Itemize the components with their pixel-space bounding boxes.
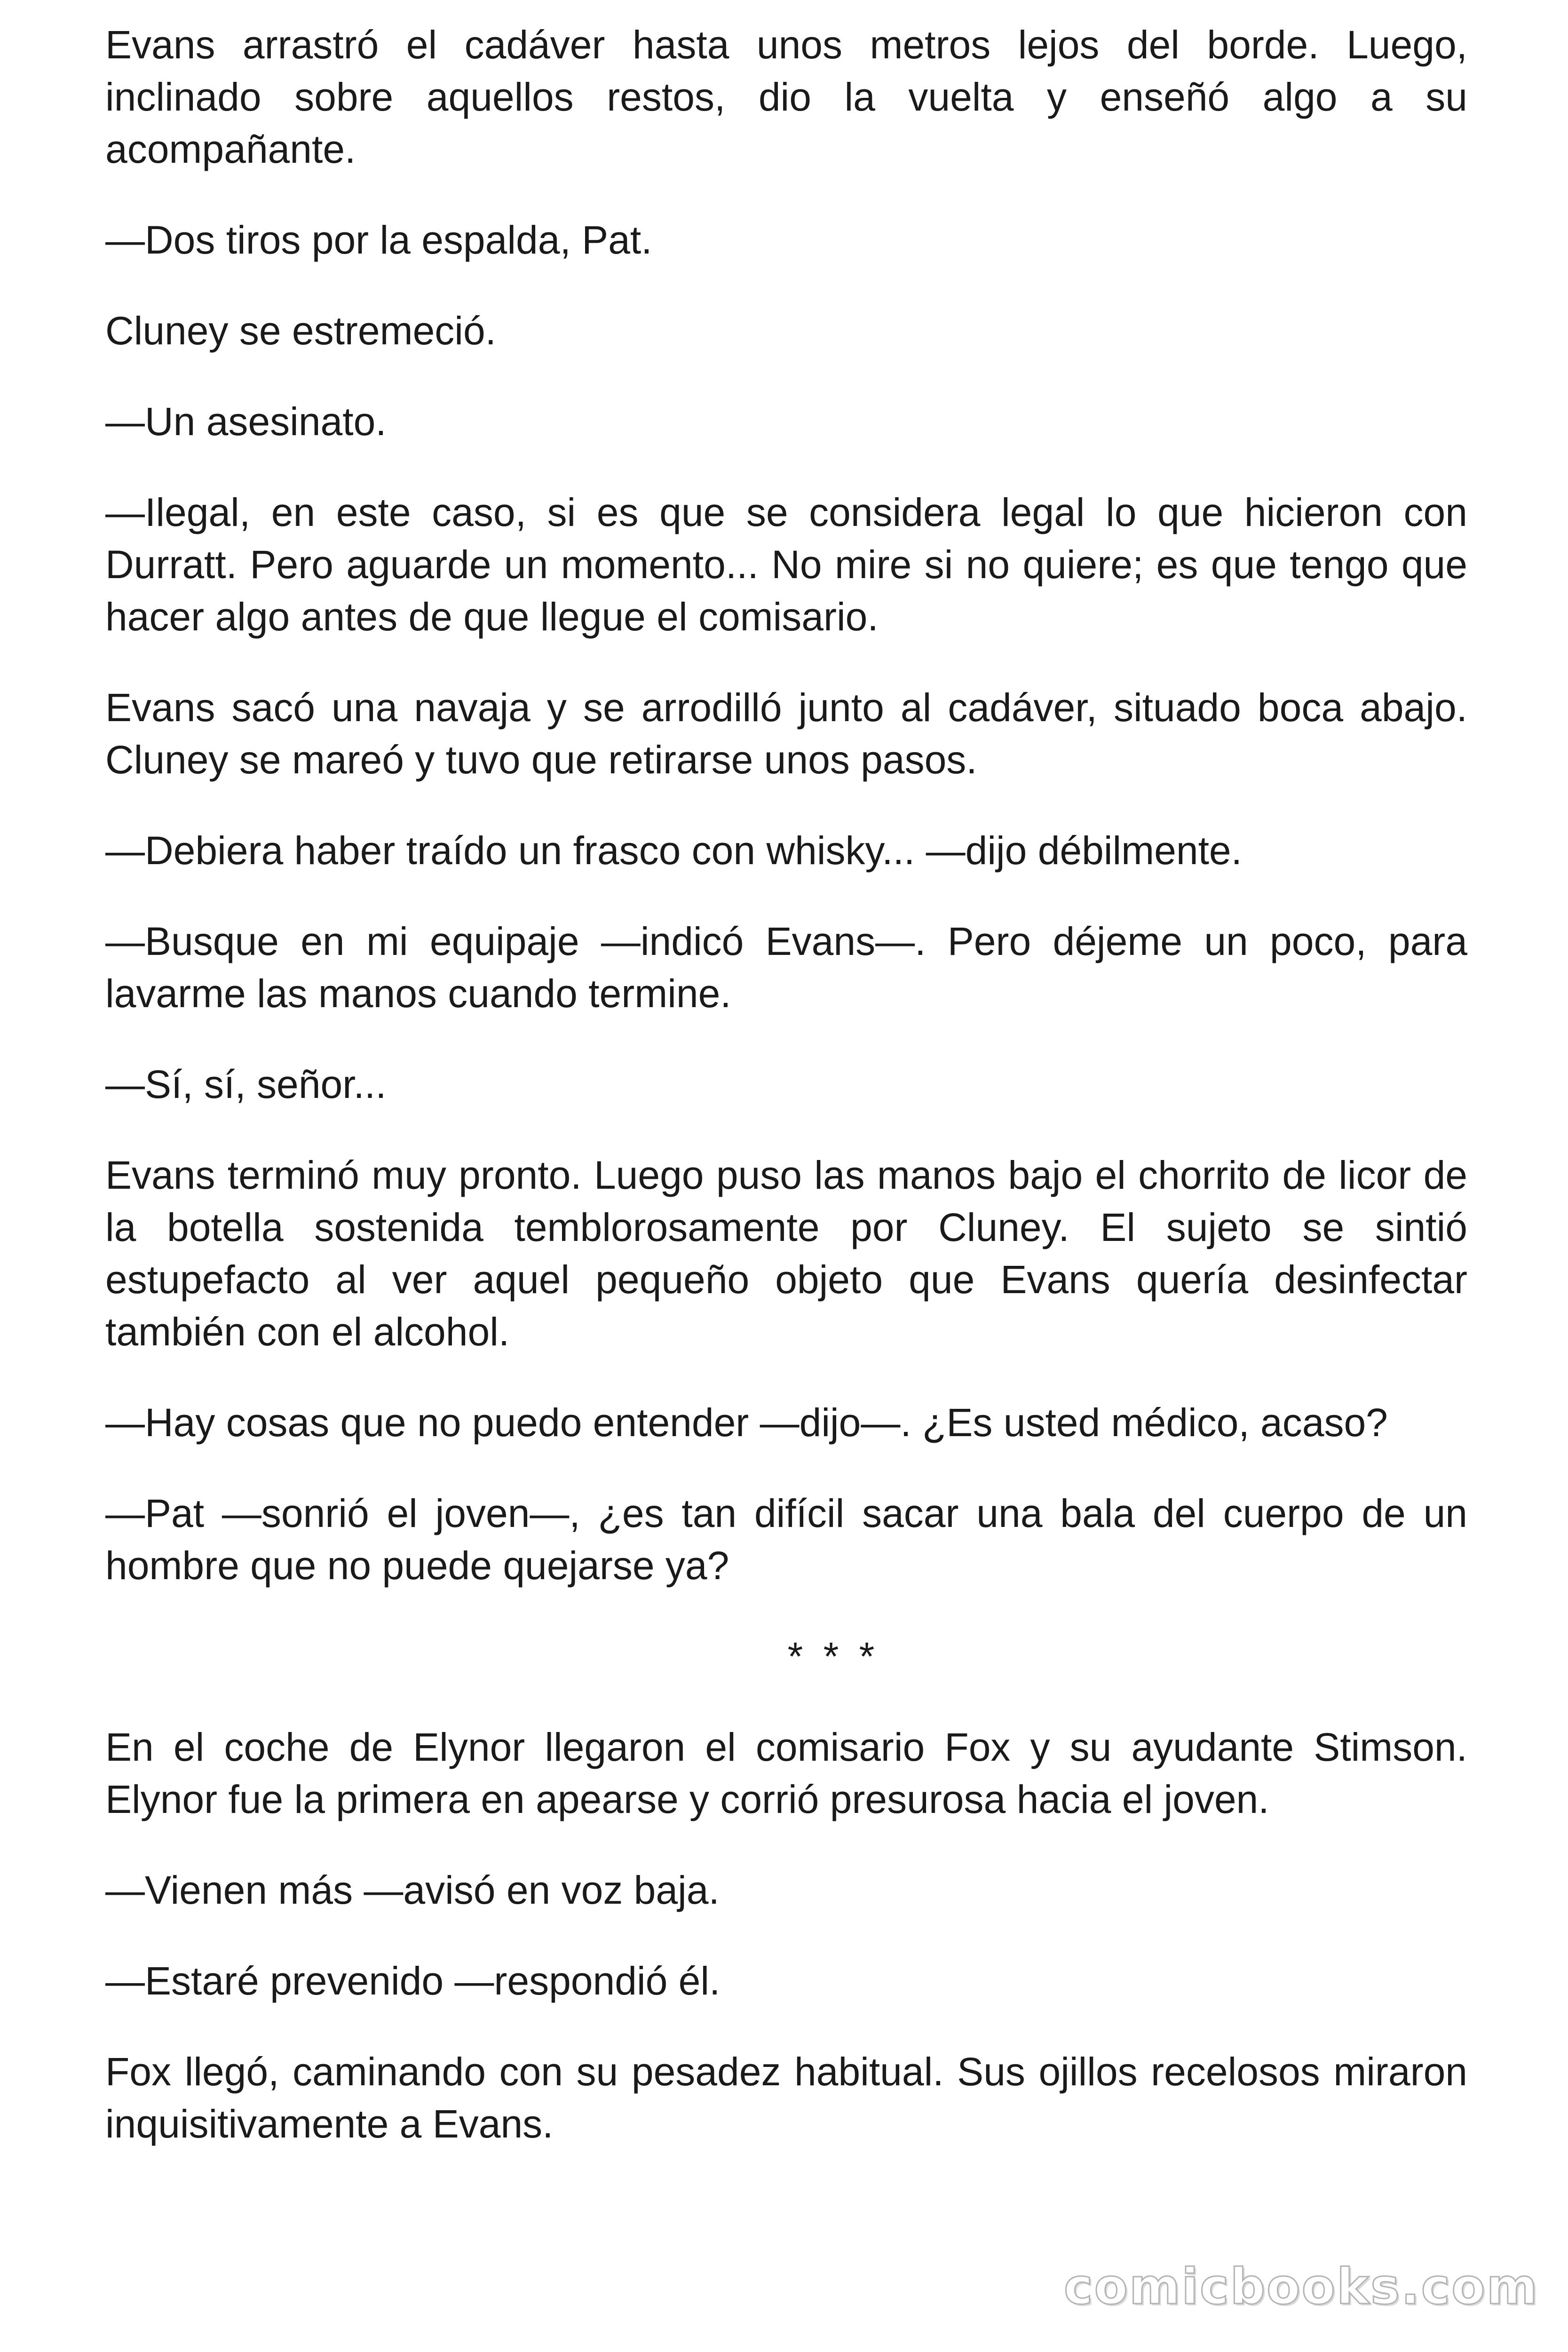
paragraph: —Pat —sonrió el joven—, ¿es tan difícil sacar una bala del cuerpo de un hombre que no puede quejarse ya? — [105, 1491, 1467, 1588]
paragraph: —Estaré prevenido —respondió él. — [105, 1959, 721, 2003]
page-text — [105, 19, 1467, 2189]
paragraph: —Debiera haber traído un frasco con whisky... —dijo débilmente. — [105, 828, 1242, 873]
paragraph: En el coche de Elynor llegaron el comisario Fox y su ayudante Stimson. Elynor fue la primera en apearse y corrió presurosa hacia el joven. — [105, 1725, 1467, 1821]
paragraph: —Hay cosas que no puedo entender —dijo—. ¿Es usted médico, acaso? — [105, 1400, 1388, 1445]
paragraph: Evans arrastró el cadáver hasta unos metros lejos del borde. Luego, inclinado sobre aquellos restos, dio la vuelta y enseñó algo a su acompañante. — [105, 23, 1467, 171]
paragraph: —Busque en mi equipaje —indicó Evans—. Pero déjeme un poco, para lavarme las manos cuando termine. — [105, 919, 1467, 1016]
paragraph: Evans terminó muy pronto. Luego puso las manos bajo el chorrito de licor de la botella sostenida temblorosamente por Cluney. El sujeto se sintió estupefacto al ver aquel pequeño objeto que Evans quería desinfectar también con el alcohol. — [105, 1153, 1467, 1354]
paragraph: —Un asesinato. — [105, 399, 387, 444]
paragraph: Fox llegó, caminando con su pesadez habitual. Sus ojillos recelosos miraron inquisitivamente a Evans. — [105, 2050, 1467, 2146]
scene-separator: * * * — [787, 1634, 879, 1678]
paragraph: —Vienen más —avisó en voz baja. — [105, 1868, 720, 1912]
paragraph: Evans sacó una navaja y se arrodilló junto al cadáver, situado boca abajo. Cluney se mareó y tuvo que retirarse unos pasos. — [105, 685, 1467, 782]
paragraph: Cluney se estremeció. — [105, 309, 497, 353]
paragraph: —Ilegal, en este caso, si es que se considera legal lo que hicieron con Durratt. Pero aguarde un momento... No mire si no quiere; es que tengo que hacer algo antes de que llegue el comisario. — [105, 490, 1467, 639]
watermark: comicbooks.com — [1063, 2258, 1539, 2315]
paragraph: —Sí, sí, señor... — [105, 1062, 387, 1106]
paragraph: —Dos tiros por la espalda, Pat. — [105, 218, 652, 262]
